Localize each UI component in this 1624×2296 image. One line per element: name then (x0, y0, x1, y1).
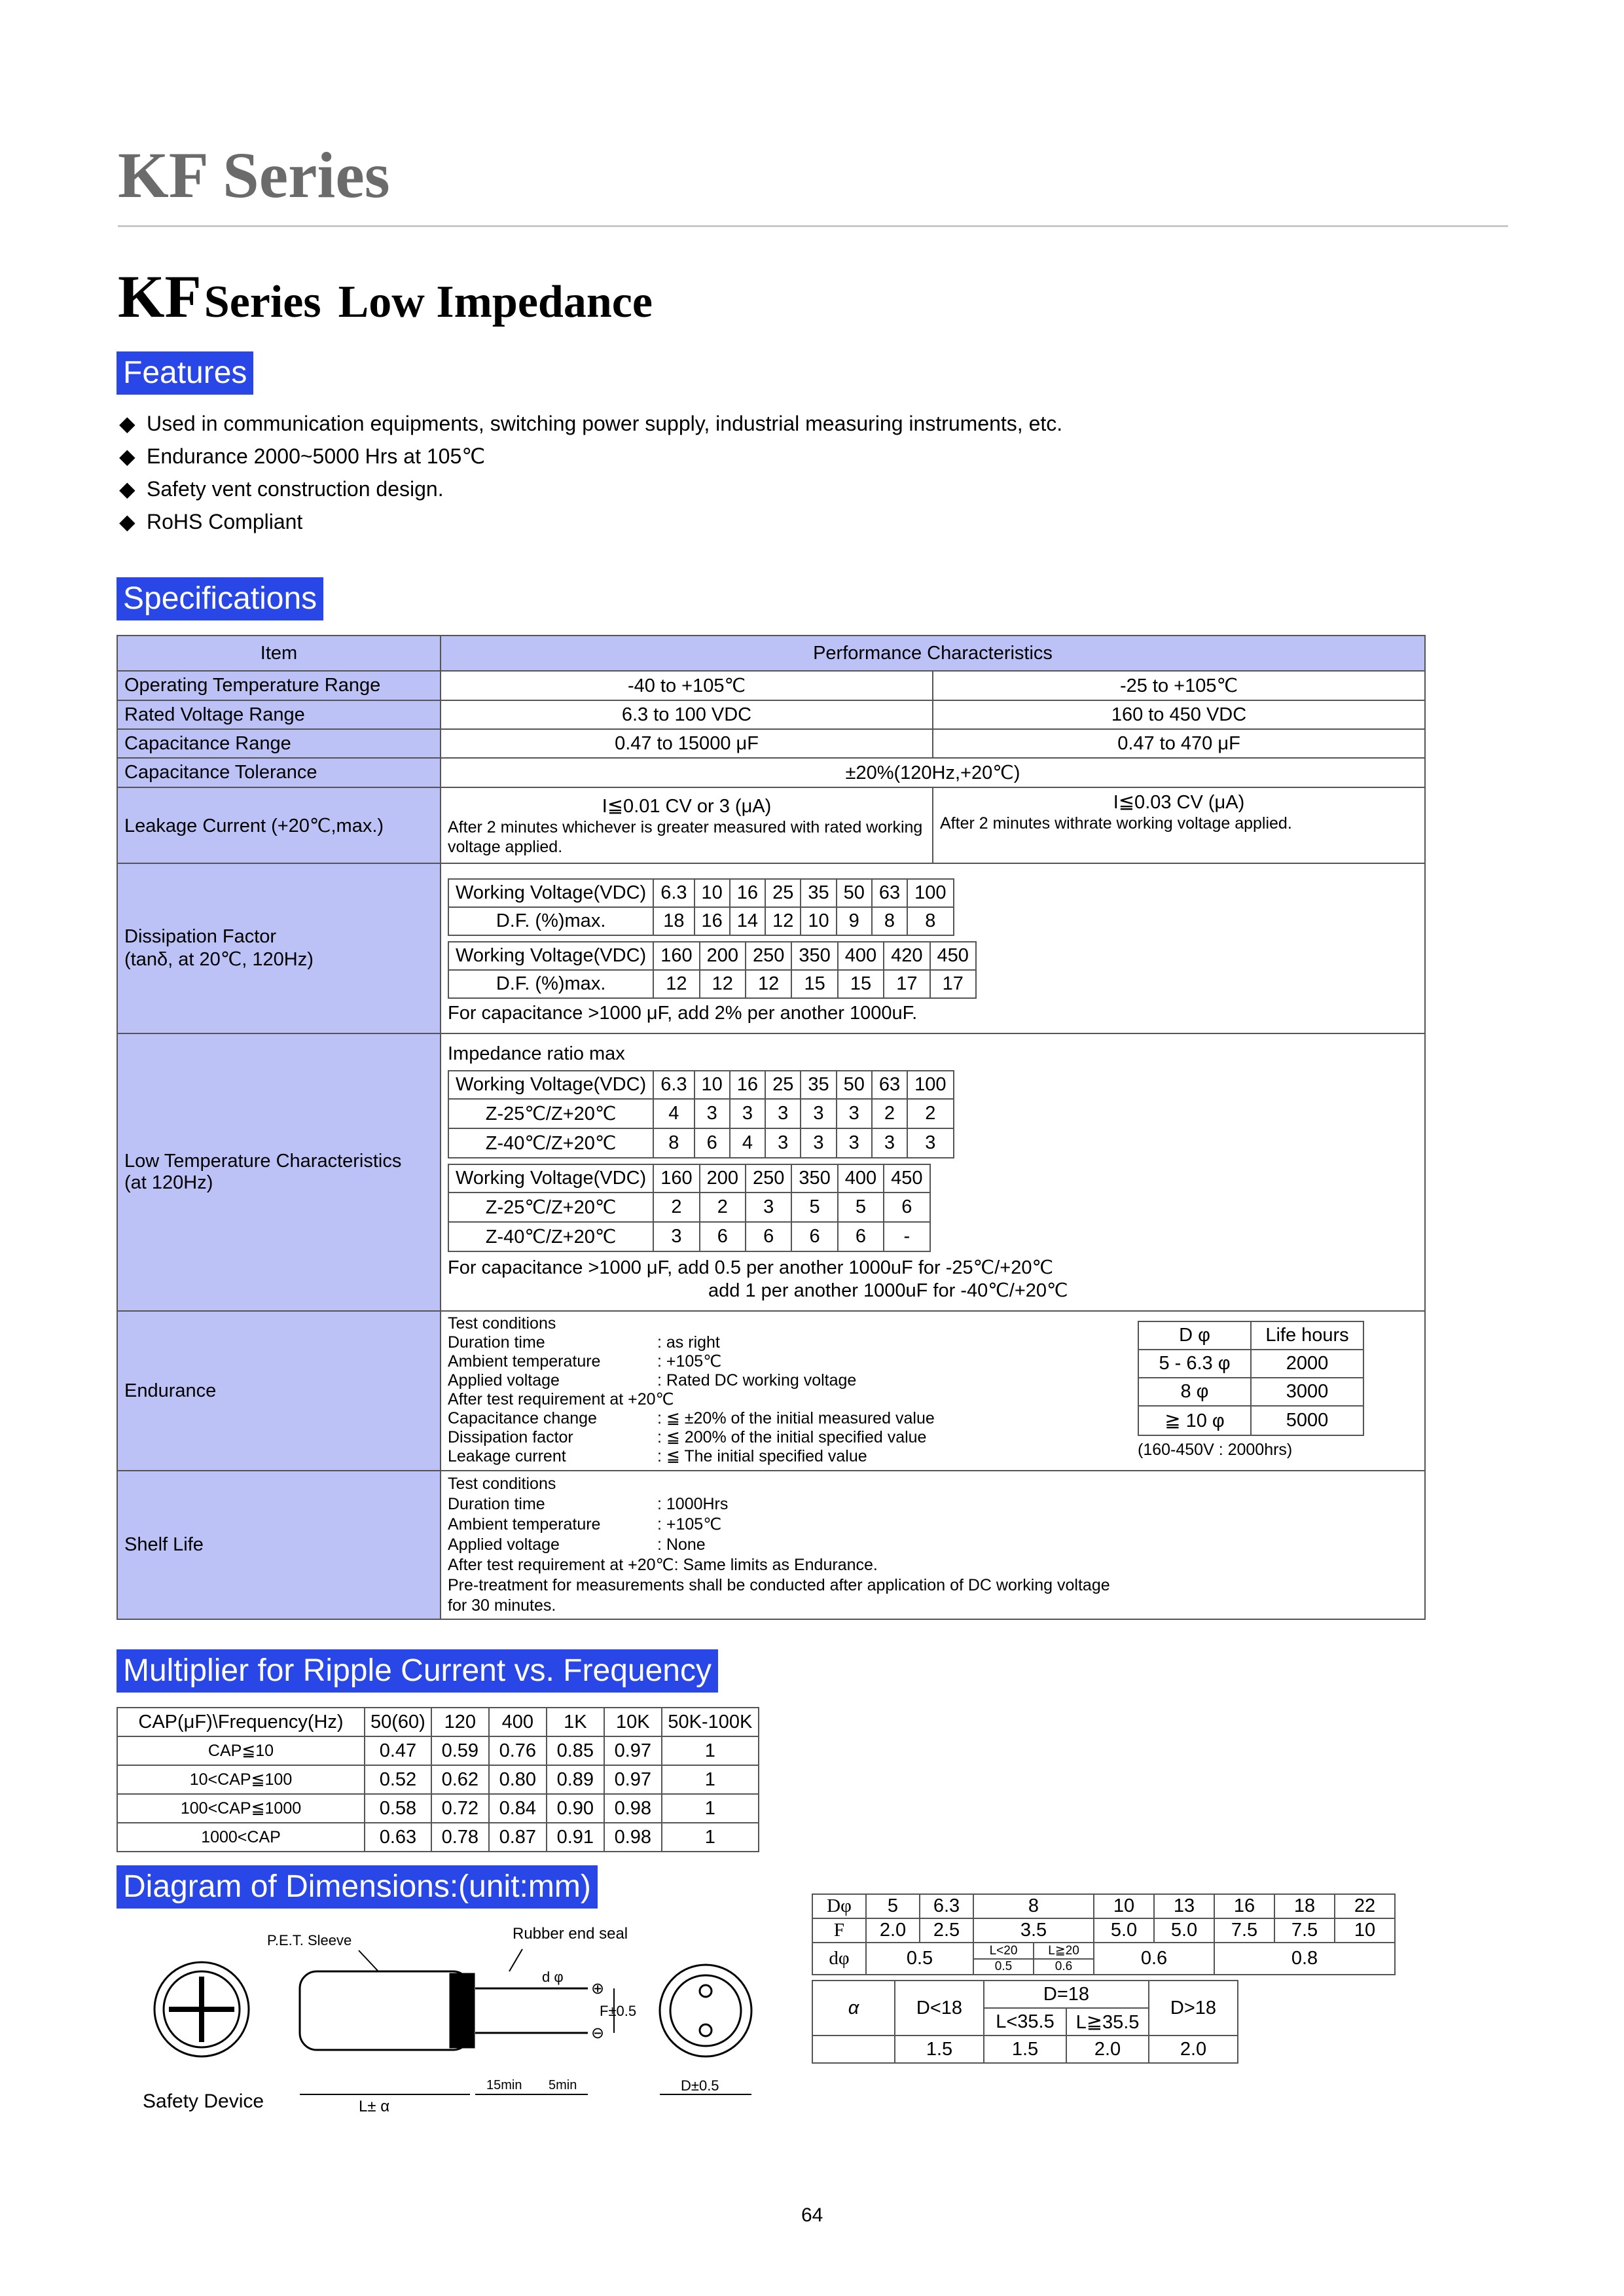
impedance-table-low-voltage: Working Voltage(VDC) 6.3 10 16 25 35 50 63 100 Z-25℃/Z+20℃ 4 3 3 3 3 3 2 2 Z-40℃/Z+20℃ 8 6 4 3 3 3 3 3 (448, 1070, 954, 1158)
document-heading (118, 262, 653, 331)
lead-diameter-label: d φ (542, 1969, 564, 1985)
features-heading: Features (117, 351, 253, 395)
heading-subtitle: Low Impedance (338, 277, 653, 327)
dimensions-heading: Diagram of Dimensions:(unit:mm) (117, 1865, 598, 1909)
impedance-table-high-voltage: Working Voltage(VDC) 160 200 250 350 400 450 Z-25℃/Z+20℃ 2 2 3 5 5 6 Z-40℃/Z+20℃ 3 6 6 6 6 - (448, 1164, 931, 1252)
list-item: ◆ Endurance 2000~5000 Hrs at 105℃ (119, 440, 1062, 473)
pet-sleeve-label: P.E.T. Sleeve (267, 1932, 352, 1948)
diameter-label: D±0.5 (681, 2077, 719, 2094)
list-item: ◆ Safety vent construction design. (119, 473, 1062, 505)
diamond-bullet-icon: ◆ (119, 412, 135, 435)
header-item: Item (117, 636, 441, 671)
table-row: Shelf Life Test conditions Duration time : 1000Hrs Ambient temperature : +105℃ Applied voltage : None After test requirement at +20℃: Same limits as Endurance. Pre-treatment for measurements shall be conducted after application of DC working voltage for 30 minutes. (117, 1471, 1425, 1619)
capacitor-bottom-view (660, 1965, 751, 2056)
page-number: 64 (801, 2204, 823, 2226)
table-row: α D<18 D=18 D>18 (812, 1981, 1238, 2008)
table-row (117, 636, 1425, 671)
table-row: Rated Voltage Range 6.3 to 100 VDC 160 to 450 VDC (117, 700, 1425, 729)
negative-mark: ⊖ (591, 2024, 605, 2042)
heading-series: Series (204, 277, 321, 327)
table-row: Capacitance Range 0.47 to 15000 μF 0.47 to 470 μF (117, 729, 1425, 758)
table-row: Dissipation Factor (tanδ, at 20℃, 120Hz) Working Voltage(VDC) 6.3 10 16 25 35 50 63 100 D.F. (%)max. 18 16 14 12 10 9 8 8 Working Voltage(VDC) 160 200 250 350 400 420 450 D.F. (%)max. 12 12 12 15 15 17 17 For capacitance >1000 μF, add 2% per another 1000uF. (117, 863, 1425, 1033)
table-row: 1.5 1.5 2.0 2.0 (812, 2036, 1238, 2063)
table-row: Capacitance Tolerance ±20%(120Hz,+20℃) (117, 758, 1425, 787)
lead-15min-label: 15min (486, 2078, 522, 2092)
capacitor-body (300, 1971, 470, 2050)
specifications-heading: Specifications (117, 577, 323, 620)
positive-mark: ⊕ (591, 1979, 605, 1998)
heading-kf: KF (118, 263, 202, 330)
table-row: Operating Temperature Range -40 to +105℃ -25 to +105℃ (117, 671, 1425, 700)
endurance-conditions: Test conditions Duration time : as right Ambient temperature : +105℃ Applied voltage : Rated DC working voltage After test requirement at +20℃ Capacitance change : ≦ ±20% of the initial measured value Dissipation factor : ≦ 200% of the initial specified value Leakage current : ≦ The initial specified value (448, 1314, 935, 1465)
table-row: 10<CAP≦100 0.52 0.62 0.80 0.89 0.97 1 (117, 1765, 759, 1794)
feature-list (119, 407, 1062, 538)
list-item: ◆ Used in communication equipments, switching power supply, industrial measuring instruments, etc. (119, 407, 1062, 440)
specifications-table (117, 635, 1426, 1620)
dimension-table-lead (812, 1893, 1396, 1975)
diamond-bullet-icon: ◆ (119, 444, 135, 468)
lead-spacing-label: F±0.5 (600, 2003, 637, 2019)
dimension-table-alpha (812, 1980, 1238, 2064)
ripple-heading: Multiplier for Ripple Current vs. Frequency (117, 1649, 718, 1693)
dimension-diagram (117, 1911, 797, 2134)
table-row: 100<CAP≦1000 0.58 0.72 0.84 0.90 0.98 1 (117, 1794, 759, 1823)
df-table-low-voltage: Working Voltage(VDC) 6.3 10 16 25 35 50 63 100 D.F. (%)max. 18 16 14 12 10 9 8 8 (448, 878, 954, 936)
table-row: dφ 0.5 L<20 0.5 L≧20 0.6 0.6 0.8 (812, 1943, 1395, 1975)
life-hours-table: D φ Life hours 5 - 6.3 φ 2000 8 φ 3000 ≧ 10 φ 5000 (1138, 1321, 1364, 1436)
table-row: 1000<CAP 0.63 0.78 0.87 0.91 0.98 1 (117, 1823, 759, 1852)
diamond-bullet-icon: ◆ (119, 477, 135, 501)
series-title: KF Series (118, 139, 390, 211)
diamond-bullet-icon: ◆ (119, 510, 135, 533)
length-label: L± α (359, 2098, 390, 2115)
lead-5min-label: 5min (549, 2078, 577, 2092)
df-note: For capacitance >1000 μF, add 2% per another 1000uF. (448, 1002, 918, 1024)
table-row: CAP(μF)\Frequency(Hz) 50(60) 120 400 1K 10K 50K-100K (117, 1708, 759, 1736)
shelf-conditions: Test conditions Duration time : 1000Hrs Ambient temperature : +105℃ Applied voltage : None After test requirement at +20℃: Same limits as Endurance. Pre-treatment for measurements shall be conducted after application of DC working voltage for 30 minutes. (448, 1475, 1110, 1615)
life-note: (160-450V : 2000hrs) (1138, 1441, 1293, 1459)
ripple-table (117, 1707, 759, 1852)
table-row: Dφ 5 6.3 8 10 13 16 18 22 (812, 1894, 1395, 1918)
title-divider (118, 225, 1508, 227)
table-row: F 2.0 2.5 3.5 5.0 5.0 7.5 7.5 10 (812, 1918, 1395, 1943)
table-row: CAP≦10 0.47 0.59 0.76 0.85 0.97 1 (117, 1736, 759, 1765)
table-row: Leakage Current (+20℃,max.) I≦0.01 CV or 3 (μA) After 2 minutes whichever is greater measured with rated working voltage applied. I≦0.03 CV (μA) After 2 minutes withrate working voltage applied. (117, 787, 1425, 863)
table-row: L<35.5 L≧35.5 (812, 2008, 1238, 2036)
table-row: Low Temperature Characteristics (at 120Hz) Impedance ratio max Working Voltage(VDC) 6.3 10 16 25 35 50 63 100 Z-25℃/Z+20℃ 4 3 3 3 3 3 2 2 Z-40℃/Z+20℃ 8 6 4 3 3 3 3 3 Working Voltage(VDC) 160 200 250 350 400 450 Z-25℃/Z+20℃ 2 2 3 5 5 6 Z-40℃/Z+20℃ 3 6 6 6 6 - For capacitance >1000 μF, add 0.5 per another 1000uF for -25℃/+20℃ add 1 per another 1000uF for -40℃/+20℃ (117, 1033, 1425, 1311)
df-table-high-voltage: Working Voltage(VDC) 160 200 250 350 400 420 450 D.F. (%)max. 12 12 12 15 15 17 17 (448, 941, 977, 999)
safety-device-label: Safety Device (143, 2090, 264, 2112)
list-item: ◆ RoHS Compliant (119, 505, 1062, 538)
rubber-seal-label: Rubber end seal (513, 1925, 628, 1943)
header-performance: Performance Characteristics (441, 636, 1425, 671)
table-row: Endurance Test conditions Duration time : as right Ambient temperature : +105℃ Applied voltage : Rated DC working voltage After test requirement at +20℃ Capacitance change : ≦ ±20% of the initial measured value Dissipation factor : ≦ 200% of the initial specified value Leakage current : ≦ The initial specified value D φ Life hours 5 - 6.3 φ 2000 8 φ 3000 ≧ 10 φ 5000 (160-450V : 2000hrs) (117, 1311, 1425, 1471)
